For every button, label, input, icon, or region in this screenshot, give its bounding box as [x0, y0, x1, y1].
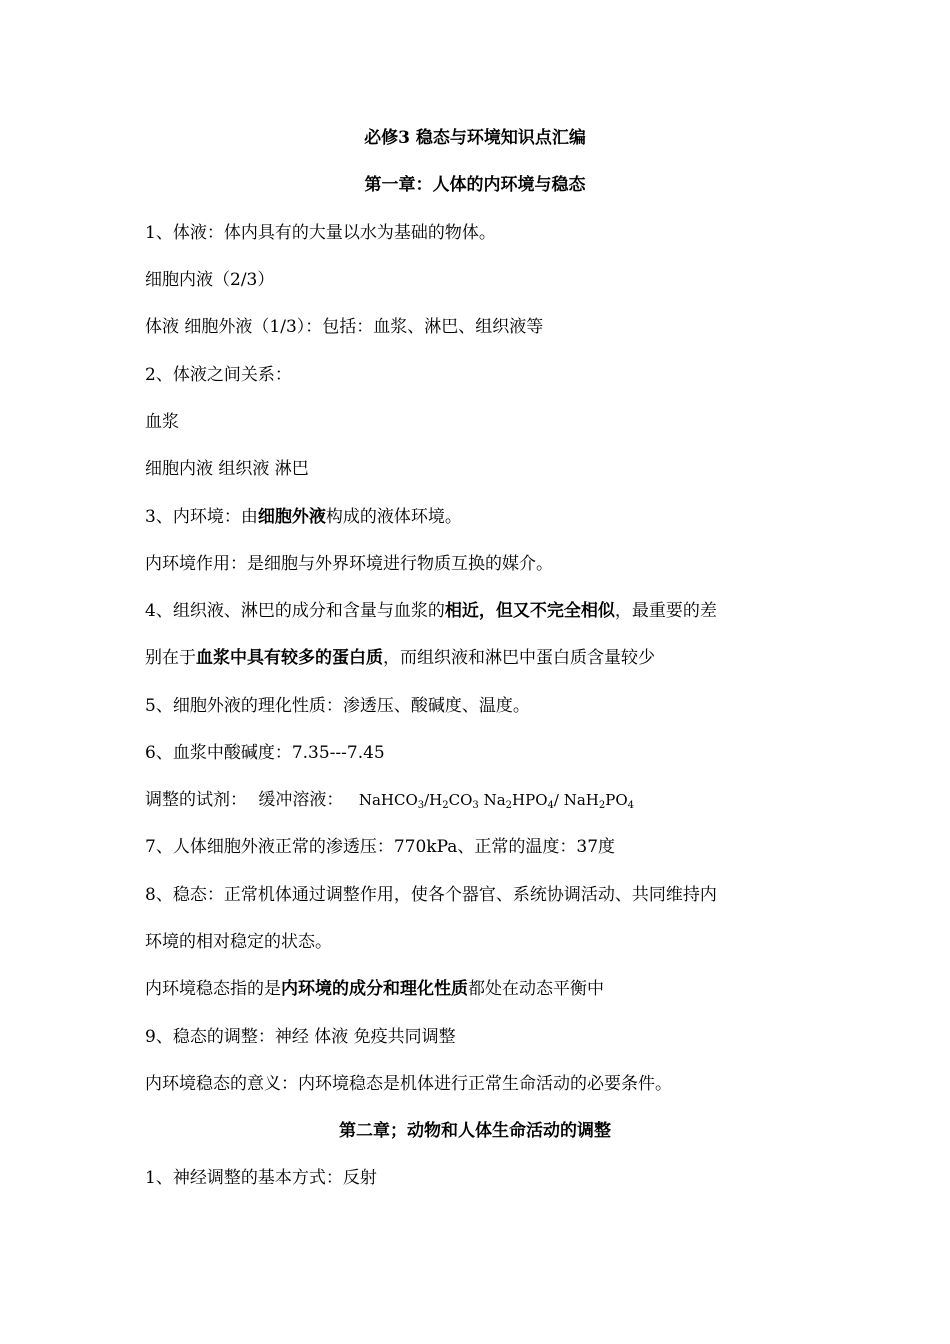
- subscript: 2: [442, 800, 449, 811]
- text-run: ，而组织液和淋巴中蛋白质含量较少: [383, 648, 655, 668]
- paragraph-2: 细胞内液（2/3）: [145, 270, 275, 290]
- text-run: 构成的液体环境。: [325, 507, 462, 527]
- text-run: 内环境稳态指的是: [145, 979, 281, 999]
- paragraph-6: 细胞内液 组织液 淋巴: [145, 459, 309, 479]
- paragraph-17: [145, 977, 810, 1001]
- subscript: 2: [598, 800, 606, 811]
- paragraph-8: 内环境作用：是细胞与外界环境进行物质互换的媒介。: [145, 554, 553, 574]
- paragraph-9: [145, 599, 810, 623]
- subscript: 4: [627, 800, 635, 811]
- text-run: 调整的试剂：: [145, 790, 247, 810]
- paragraph-18: 9、稳态的调整：神经 体液 免疫共同调整: [145, 1027, 456, 1047]
- paragraph-16: 环境的相对稳定的状态。: [145, 932, 332, 952]
- paragraph-19: 内环境稳态的意义：内环境稳态是机体进行正常生命活动的必要条件。: [145, 1074, 672, 1094]
- paragraph-5: 血浆: [145, 412, 179, 432]
- text-run: 3、内环境：由: [145, 507, 258, 527]
- bold-text: 细胞外液: [257, 507, 326, 527]
- paragraph-12: 6、血浆中酸碱度：7.35---7.45: [145, 743, 385, 763]
- paragraph-10: [145, 646, 810, 670]
- formula-part: / NaH: [553, 791, 599, 809]
- formula-part: CO: [448, 791, 473, 809]
- text-run: 缓冲溶液：: [258, 790, 344, 810]
- chemical-formulas: [359, 791, 634, 809]
- document-title: 必修3 稳态与环境知识点汇编: [364, 128, 586, 148]
- formula-part: Na: [483, 791, 506, 809]
- formula-part: HPO: [512, 791, 548, 809]
- subscript: 3: [417, 800, 425, 811]
- paragraph-3: 体液 细胞外液（1/3）：包括：血浆、淋巴、组织液等: [145, 317, 544, 337]
- paragraph-4: 2、体液之间关系：: [145, 365, 292, 385]
- paragraph-7: [145, 505, 810, 529]
- formula-part: /H: [424, 791, 443, 809]
- subscript: 3: [472, 800, 479, 811]
- paragraph-14: 7、人体细胞外液正常的渗透压：770kPa、正常的温度：37度: [145, 837, 616, 857]
- paragraph-15: 8、稳态：正常机体通过调整作用，使各个器官、系统协调活动、共同维持内: [145, 885, 717, 905]
- subscript: 4: [547, 800, 554, 811]
- chapter-2-heading: 第二章；动物和人体生命活动的调整: [339, 1121, 611, 1141]
- paragraph-1: 1、体液：体内具有的大量以水为基础的物体。: [145, 223, 496, 243]
- bold-text: 内环境的成分和理化性质: [281, 979, 468, 999]
- text-run: 4、组织液、淋巴的成分和含量与血浆的: [145, 601, 445, 621]
- paragraph-13-buffer-reagents: [145, 788, 810, 812]
- chapter-1-heading: 第一章：人体的内环境与稳态: [364, 175, 586, 195]
- bold-text: 相近，但又不完全相似: [444, 601, 615, 621]
- subscript: 2: [505, 800, 513, 811]
- text-run: 都处在动态平衡中: [468, 979, 604, 999]
- text-run: 别在于: [145, 648, 196, 668]
- bold-text: 血浆中具有较多的蛋白质: [196, 648, 383, 668]
- text-run: ，最重要的差: [614, 601, 717, 621]
- paragraph-20: 1、神经调整的基本方式：反射: [145, 1168, 377, 1188]
- formula-part: PO: [605, 791, 628, 809]
- paragraph-11: 5、细胞外液的理化性质：渗透压、酸碱度、温度。: [145, 696, 530, 716]
- formula-part: NaHCO: [358, 791, 418, 809]
